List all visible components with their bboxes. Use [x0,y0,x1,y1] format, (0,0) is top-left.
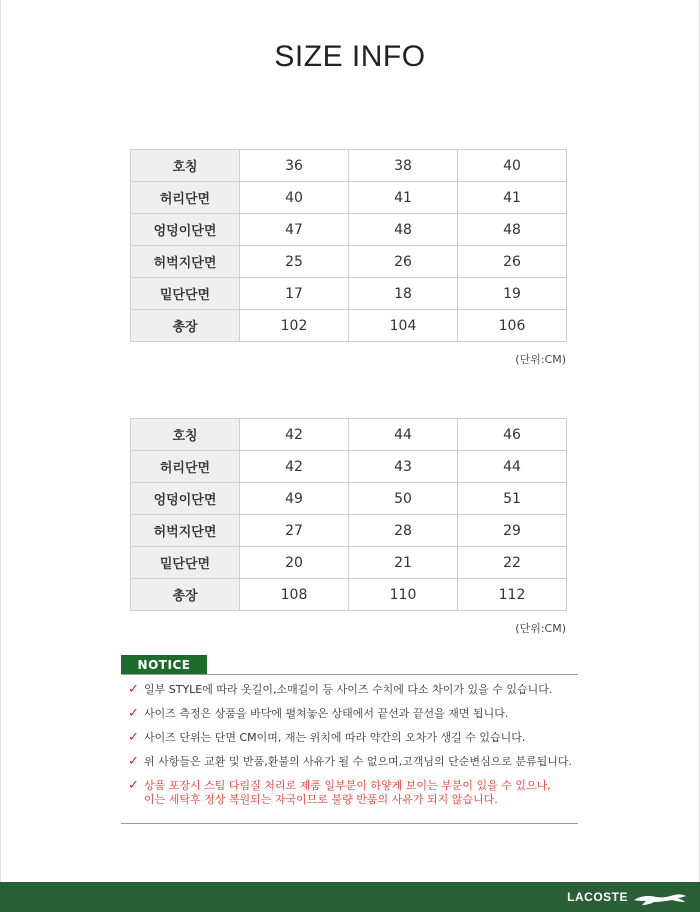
row-label: 엉덩이단면 [131,214,240,246]
check-icon: ✓ [128,706,139,721]
row-label: 호칭 [131,419,240,451]
table-row [131,419,567,451]
table-cell: 48 [458,214,567,246]
table-cell: 25 [240,246,349,278]
table-cell: 41 [349,182,458,214]
table-cell: 51 [458,483,567,515]
table-cell: 44 [349,419,458,451]
table-cell: 29 [458,515,567,547]
size-table-2 [130,418,567,611]
row-label: 밑단단면 [131,547,240,579]
size-table-body [131,419,567,611]
table-row [131,182,567,214]
table-cell: 18 [349,278,458,310]
row-label: 허리단면 [131,182,240,214]
table-cell: 40 [240,182,349,214]
row-label: 허벅지단면 [131,246,240,278]
notice-item [128,731,578,745]
brand-wordmark: LACOSTE [567,890,628,904]
table-cell: 48 [349,214,458,246]
notice-item-text: 사이즈 측정은 상품을 바닥에 펼쳐놓은 상태에서 끝선과 끝선을 재면 됩니다. [144,707,509,720]
notice-warning-item [128,779,578,807]
unit-note-2: (단위:CM) [515,622,566,635]
table-row [131,579,567,611]
row-label: 엉덩이단면 [131,483,240,515]
table-cell: 47 [240,214,349,246]
table-cell: 102 [240,310,349,342]
table-cell: 36 [240,150,349,182]
notice-badge: NOTICE [121,655,207,675]
table-cell: 104 [349,310,458,342]
crocodile-logo-icon [632,889,688,907]
table-row [131,150,567,182]
notice-divider-top [121,674,578,675]
table-cell: 20 [240,547,349,579]
table-cell: 22 [458,547,567,579]
row-label: 총장 [131,310,240,342]
table-cell: 28 [349,515,458,547]
notice-item-text: 일부 STYLE에 따라 옷길이,소매길이 등 사이즈 수치에 다소 차이가 있을 수 있습니다. [144,683,553,696]
table-cell: 112 [458,579,567,611]
row-label: 밑단단면 [131,278,240,310]
table-cell: 46 [458,419,567,451]
table-row [131,515,567,547]
notice-warning-line-1: 상품 포장시 스팀 다림질 처리로 제품 일부분이 하얗게 보이는 부분이 있을 수 있으나, [144,779,551,792]
row-label: 허벅지단면 [131,515,240,547]
size-table-body [131,150,567,342]
table-row [131,451,567,483]
footer-bar [0,882,700,912]
table-cell: 110 [349,579,458,611]
notice-divider-bottom [121,823,578,824]
notice-item [128,755,578,769]
check-icon: ✓ [128,754,139,769]
table-cell: 108 [240,579,349,611]
table-cell: 106 [458,310,567,342]
table-row [131,278,567,310]
table-row [131,214,567,246]
table-cell: 50 [349,483,458,515]
page-title: SIZE INFO [274,40,426,73]
notice-item-text: 위 사항들은 교환 및 반품,환불의 사유가 될 수 없으며,고객님의 단순변심으로 분류됩니다. [144,755,572,768]
table-row [131,310,567,342]
table-cell: 41 [458,182,567,214]
row-label: 허리단면 [131,451,240,483]
table-cell: 27 [240,515,349,547]
table-cell: 42 [240,451,349,483]
table-cell: 49 [240,483,349,515]
table-row [131,246,567,278]
unit-note-1: (단위:CM) [515,353,566,366]
check-icon: ✓ [128,730,139,745]
row-label: 총장 [131,579,240,611]
notice-item-text: 사이즈 단위는 단면 CM이며, 재는 위치에 따라 약간의 오차가 생길 수 있습니다. [144,731,526,744]
notice-item [128,683,578,697]
table-cell: 19 [458,278,567,310]
table-cell: 17 [240,278,349,310]
check-icon: ✓ [128,682,139,697]
notice-warning-line-2: 이는 세탁후 정상 복원되는 자국이므로 불량 반품의 사유가 되지 않습니다. [144,793,498,806]
table-row [131,547,567,579]
table-cell: 26 [349,246,458,278]
row-label: 호칭 [131,150,240,182]
table-cell: 42 [240,419,349,451]
notice-item [128,707,578,721]
table-cell: 43 [349,451,458,483]
check-icon: ✓ [128,778,139,793]
table-cell: 40 [458,150,567,182]
notice-list [128,683,578,817]
size-table-1 [130,149,567,342]
table-row [131,483,567,515]
table-cell: 38 [349,150,458,182]
table-cell: 21 [349,547,458,579]
table-cell: 26 [458,246,567,278]
table-cell: 44 [458,451,567,483]
